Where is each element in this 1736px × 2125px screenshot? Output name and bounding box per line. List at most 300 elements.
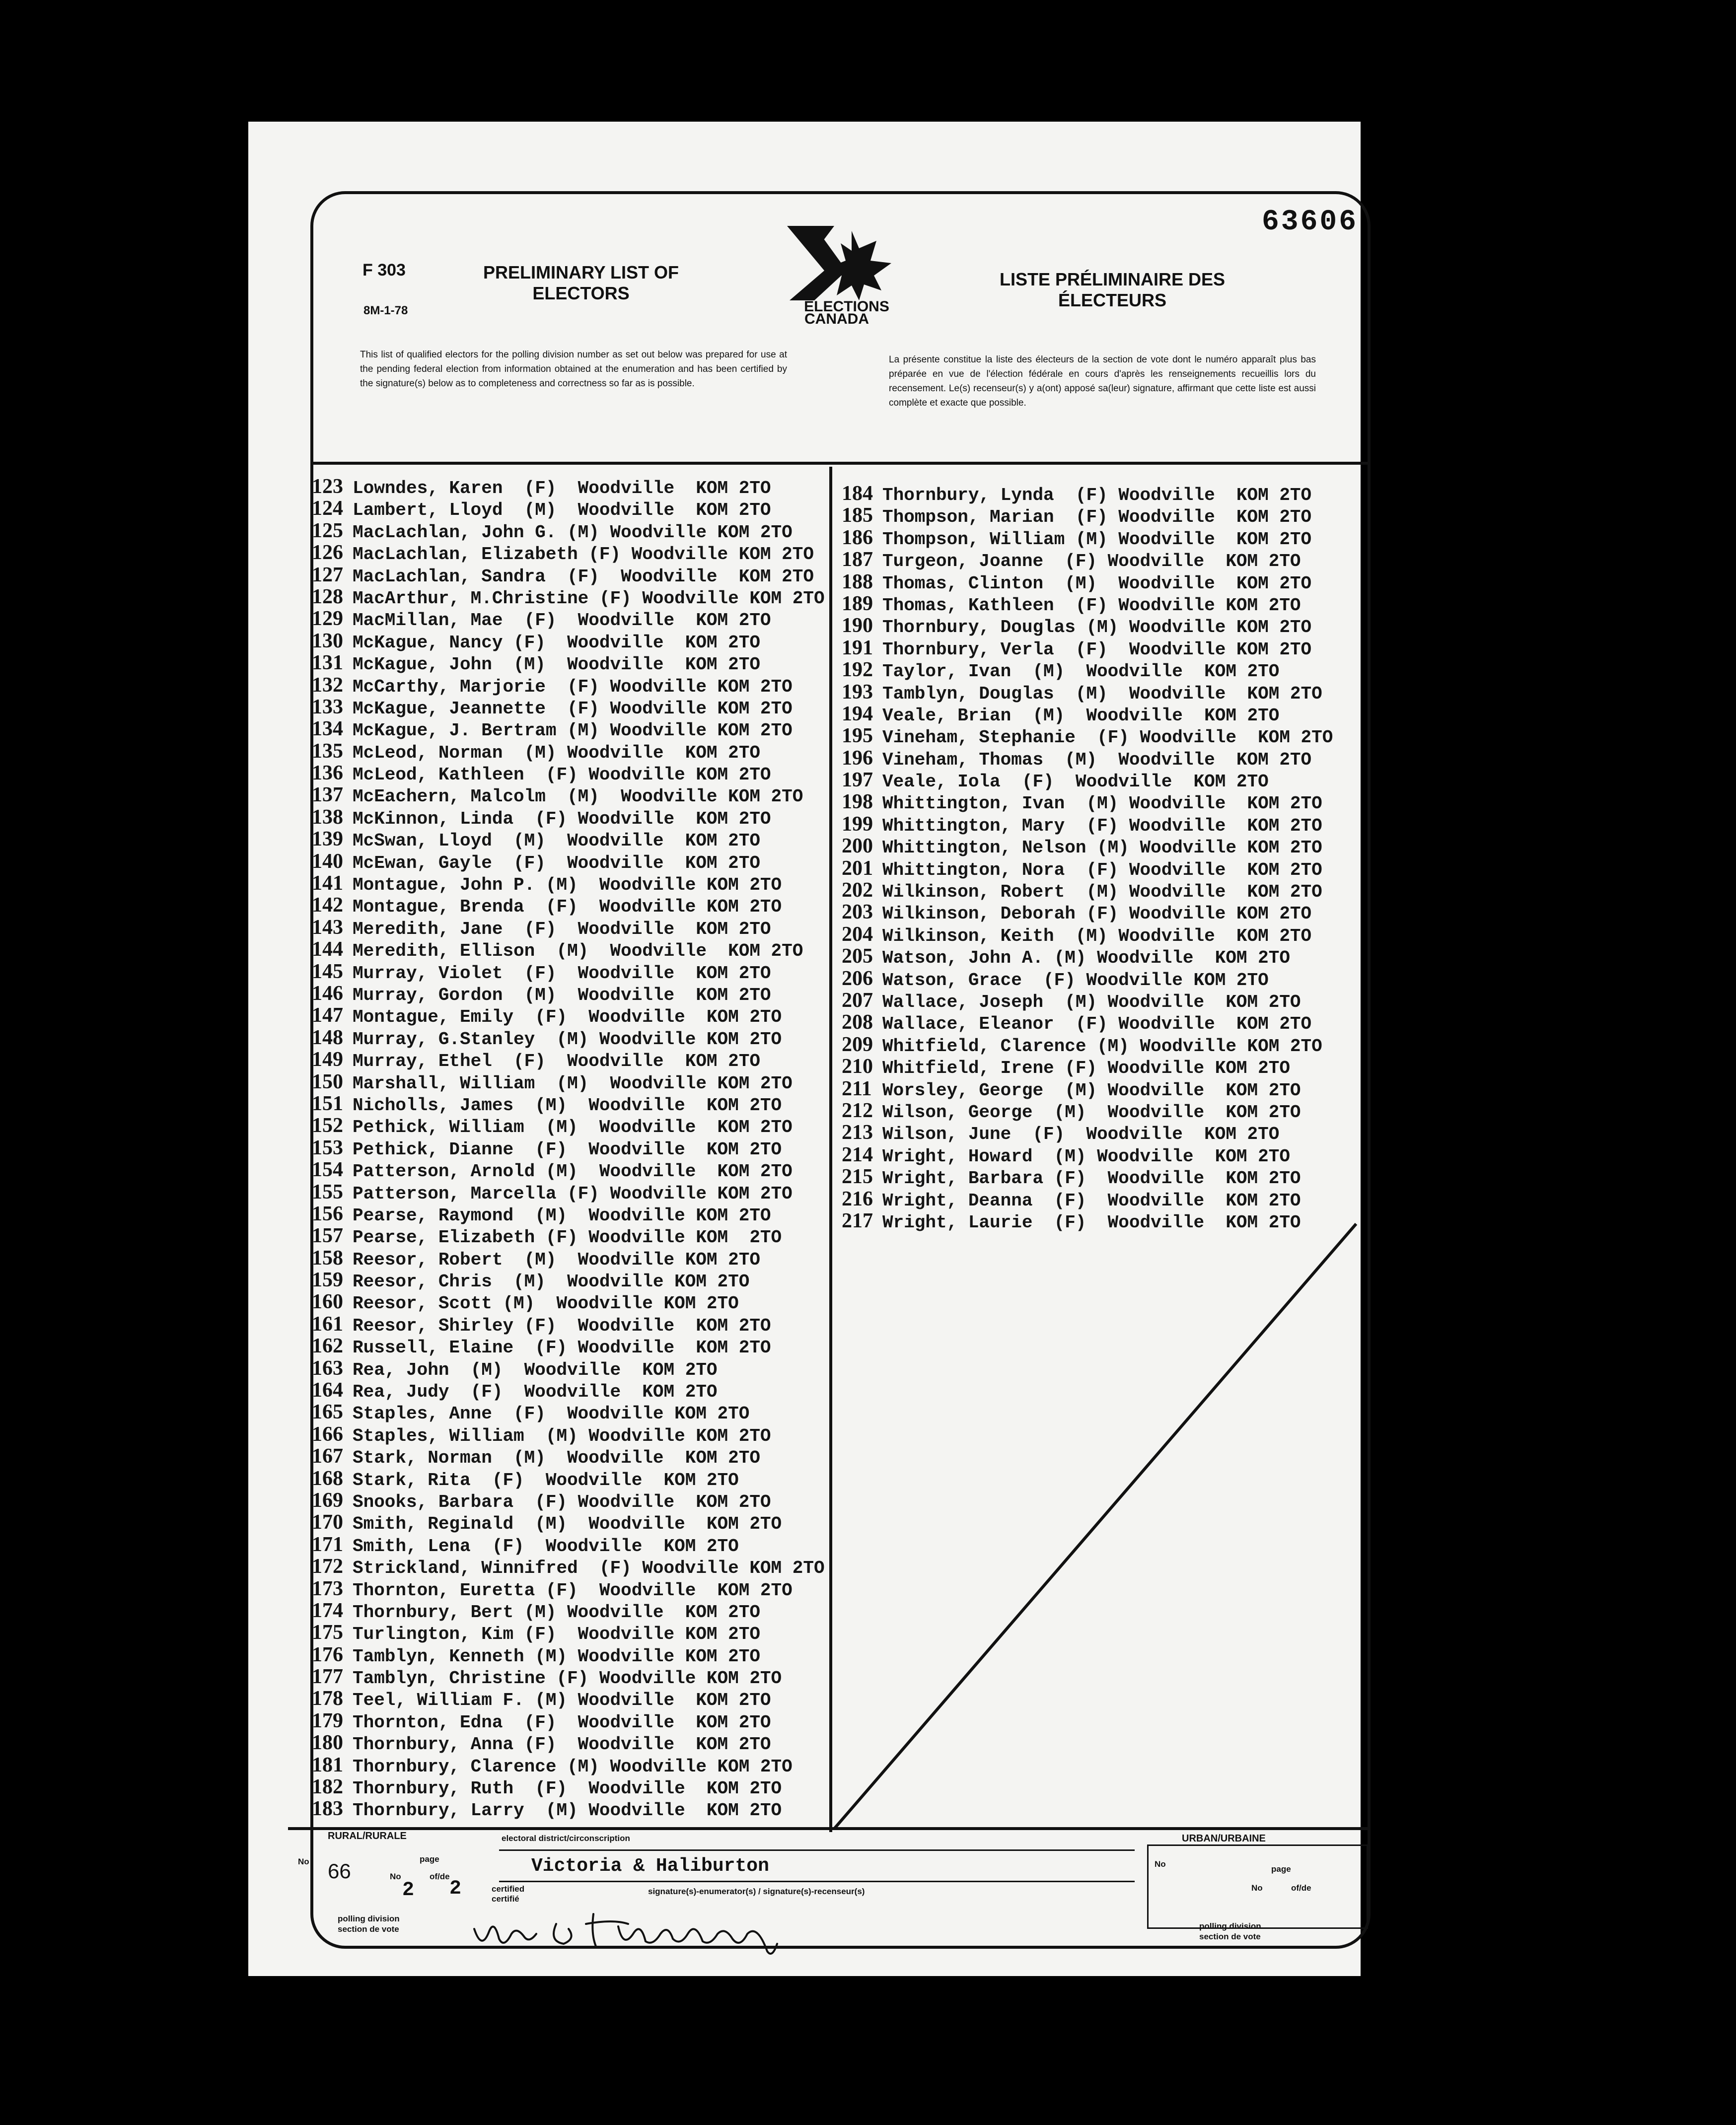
elector-number: 184 — [842, 482, 873, 505]
elector-entry: Wallace, Eleanor (F) Woodville KOM 2TO — [882, 1014, 1312, 1035]
intro-english: This list of qualified electors for the polling division number as set out below was prepared for use at the pending federal election from information obtained at the enumeration and has been certified by the signature(s) below as to completeness and correctness so far as is possible. — [360, 350, 787, 389]
elector-number: 187 — [842, 548, 873, 571]
elector-row — [312, 564, 825, 586]
elector-entry: Snooks, Barbara (F) Woodville KOM 2TO — [353, 1491, 771, 1512]
elector-row — [312, 586, 825, 608]
elector-row — [312, 652, 825, 674]
elector-row — [842, 747, 1333, 769]
elector-number: 168 — [312, 1467, 343, 1490]
elector-number: 198 — [842, 790, 873, 814]
elector-entry: Thornbury, Anna (F) Woodville KOM 2TO — [353, 1734, 771, 1755]
elector-entry: Wilkinson, Robert (M) Woodville KOM 2TO — [882, 882, 1322, 903]
elector-number: 211 — [842, 1077, 872, 1100]
form-code: F 303 — [362, 261, 406, 280]
elector-row — [312, 718, 825, 740]
elector-number: 213 — [842, 1121, 873, 1144]
elector-number: 164 — [312, 1379, 343, 1402]
page-label: page — [420, 1854, 439, 1864]
urban-of-label: of/de — [1291, 1883, 1311, 1893]
elector-row — [312, 1379, 825, 1401]
elector-number: 160 — [312, 1290, 343, 1314]
elector-entry: Patterson, Arnold (M) Woodville KOM 2TO — [353, 1161, 793, 1182]
elector-row — [312, 1511, 825, 1533]
elector-number: 188 — [842, 570, 873, 593]
elector-entry: Montague, Emily (F) Woodville KOM 2TO — [353, 1007, 782, 1028]
elector-number: 149 — [312, 1048, 343, 1071]
elector-number: 157 — [312, 1224, 343, 1248]
elector-number: 152 — [312, 1114, 343, 1137]
elector-entry: Lowndes, Karen (F) Woodville KOM 2TO — [353, 478, 771, 498]
elector-number: 172 — [312, 1555, 343, 1578]
elector-number: 208 — [842, 1011, 873, 1034]
header-divider — [313, 462, 1368, 465]
urban-polling-label-fr: section de vote — [1199, 1932, 1261, 1941]
logo-text-line2: CANADA — [804, 311, 869, 325]
elector-row — [312, 1578, 825, 1600]
elector-entry: Thornbury, Larry (M) Woodville KOM 2TO — [353, 1800, 782, 1821]
certifie-label: certifié — [492, 1894, 519, 1904]
elector-row — [312, 1622, 825, 1643]
elector-row — [312, 1445, 825, 1467]
elector-row — [312, 1534, 825, 1556]
elector-row — [312, 1291, 825, 1313]
elector-row — [312, 1004, 825, 1026]
title-english-line2: ELECTORS — [532, 283, 630, 303]
elector-entry: Murray, Ethel (F) Woodville KOM 2TO — [353, 1051, 760, 1072]
elector-row — [842, 1034, 1333, 1056]
elector-number: 169 — [312, 1488, 343, 1512]
elector-row — [312, 740, 825, 762]
elector-entry: McLeod, Kathleen (F) Woodville KOM 2TO — [353, 765, 771, 785]
elector-entry: Thompson, Marian (F) Woodville KOM 2TO — [882, 507, 1312, 528]
elector-row — [842, 813, 1333, 835]
signature-label: signature(s)-enumerator(s) / signature(s)-recenseur(s) — [648, 1887, 865, 1896]
elector-row — [842, 1188, 1333, 1210]
district-label: electoral district/circonscription — [502, 1834, 630, 1843]
elector-row — [312, 762, 825, 784]
elector-entry: Meredith, Ellison (M) Woodville KOM 2TO — [353, 941, 803, 962]
elector-entry: MacLachlan, John G. (M) Woodville KOM 2TO — [353, 522, 793, 543]
elector-number: 159 — [312, 1269, 343, 1292]
elector-number: 129 — [312, 607, 343, 631]
intro-french: La présente constitue la liste des électeurs de la section de vote dont le numéro apparaît plus bas préparée en vue de l'élection fédérale en cours d'après les renseignements recueillis lors du recensement. Le(s) recenseur(s) y a(ont) apposé sa(leur) signature, affirmant que cette liste est aussi complète et exacte que possible. — [889, 354, 1316, 408]
elector-entry: Stark, Norman (M) Woodville KOM 2TO — [353, 1448, 760, 1469]
elector-number: 195 — [842, 724, 873, 748]
elector-row — [312, 828, 825, 850]
elector-number: 131 — [312, 651, 343, 675]
elector-number: 155 — [312, 1180, 343, 1204]
signature-scribble-icon — [469, 1904, 827, 1959]
elector-number: 139 — [312, 828, 343, 851]
elector-number: 166 — [312, 1422, 343, 1446]
elector-row — [312, 1644, 825, 1666]
elector-entry: Whitfield, Clarence (M) Woodville KOM 2TO — [882, 1036, 1322, 1057]
elector-number: 203 — [842, 901, 873, 924]
elector-entry: Thompson, William (M) Woodville KOM 2TO — [882, 529, 1312, 550]
elector-number: 161 — [312, 1312, 343, 1336]
elector-number: 192 — [842, 658, 873, 682]
elector-number: 145 — [312, 960, 343, 983]
elector-row — [842, 483, 1333, 504]
elector-entry: Montague, John P. (M) Woodville KOM 2TO — [353, 875, 782, 896]
elector-entry: Vineham, Thomas (M) Woodville KOM 2TO — [882, 749, 1312, 770]
elector-row — [842, 681, 1333, 703]
elector-row — [842, 1166, 1333, 1188]
elector-number: 137 — [312, 783, 343, 807]
elector-number: 162 — [312, 1335, 343, 1358]
elector-number: 126 — [312, 541, 343, 565]
elector-number: 199 — [842, 812, 873, 836]
elector-row — [312, 1335, 825, 1357]
elector-row — [312, 1732, 825, 1754]
form-date: 8M-1-78 — [363, 304, 408, 317]
elector-number: 128 — [312, 585, 343, 608]
elector-number: 151 — [312, 1092, 343, 1115]
elector-row — [312, 1049, 825, 1070]
elector-entry: MacMillan, Mae (F) Woodville KOM 2TO — [353, 610, 771, 631]
elector-row — [312, 1798, 825, 1820]
elector-row — [312, 1137, 825, 1159]
elector-entry: Vineham, Stephanie (F) Woodville KOM 2TO — [882, 727, 1333, 748]
elector-entry: Smith, Reginald (M) Woodville KOM 2TO — [353, 1514, 782, 1535]
elector-row — [842, 593, 1333, 615]
elector-entry: Turlington, Kim (F) Woodville KOM 2TO — [353, 1624, 760, 1645]
polling-no-label: No — [298, 1857, 309, 1866]
elector-number: 175 — [312, 1621, 343, 1644]
elector-row — [842, 857, 1333, 879]
page-number: 2 — [402, 1879, 415, 1902]
elector-number: 132 — [312, 673, 343, 697]
elector-entry: McKague, J. Bertram (M) Woodville KOM 2TO — [353, 720, 793, 741]
elector-number: 216 — [842, 1187, 873, 1210]
elector-entry: McKague, John (M) Woodville KOM 2TO — [353, 654, 760, 675]
elector-entry: Reesor, Chris (M) Woodville KOM 2TO — [353, 1272, 750, 1292]
elector-row — [312, 1600, 825, 1622]
elector-entry: McSwan, Lloyd (M) Woodville KOM 2TO — [353, 831, 760, 851]
urban-label: URBAN/URBAINE — [1182, 1833, 1266, 1844]
elector-row — [312, 1556, 825, 1577]
elector-row — [842, 1122, 1333, 1143]
elector-number: 197 — [842, 769, 873, 792]
elector-number: 196 — [842, 746, 873, 770]
elector-number: 180 — [312, 1731, 343, 1755]
elector-number: 177 — [312, 1665, 343, 1689]
elector-entry: Reesor, Robert (M) Woodville KOM 2TO — [353, 1249, 760, 1270]
elector-row — [312, 1269, 825, 1291]
elector-row — [842, 901, 1333, 923]
elector-row — [312, 1313, 825, 1335]
elector-entry: Wilkinson, Keith (M) Woodville KOM 2TO — [882, 925, 1312, 946]
elector-entry: Pearse, Elizabeth (F) Woodville KOM 2TO — [353, 1227, 782, 1248]
elector-entry: Rea, Judy (F) Woodville KOM 2TO — [353, 1382, 718, 1403]
title-french — [958, 269, 1266, 311]
elector-entry: Whittington, Nelson (M) Woodville KOM 2TO — [882, 838, 1322, 858]
elector-row — [312, 806, 825, 828]
rural-label: RURAL/RURALE — [328, 1831, 407, 1842]
elector-number: 123 — [312, 475, 343, 498]
elector-row — [312, 938, 825, 960]
elector-row — [312, 1710, 825, 1732]
certified-label: certified — [492, 1884, 525, 1894]
elector-number: 202 — [842, 879, 873, 902]
elector-row — [312, 1225, 825, 1247]
elector-row — [842, 703, 1333, 725]
elector-number: 167 — [312, 1445, 343, 1468]
elector-entry: Strickland, Winnifred (F) Woodville KOM 2TO — [353, 1558, 825, 1579]
form-number: 63606 — [1261, 206, 1358, 238]
elector-number: 170 — [312, 1511, 343, 1534]
elector-number: 207 — [842, 989, 873, 1012]
elector-row — [312, 1027, 825, 1049]
elector-row — [312, 983, 825, 1004]
elector-entry: Staples, William (M) Woodville KOM 2TO — [353, 1425, 771, 1446]
elector-row — [312, 784, 825, 806]
title-french-line2: ÉLECTEURS — [1058, 290, 1167, 310]
elector-row — [842, 990, 1333, 1011]
elector-entry: Tamblyn, Douglas (M) Woodville KOM 2TO — [882, 683, 1322, 704]
elector-entry: Montague, Brenda (F) Woodville KOM 2TO — [353, 897, 782, 918]
elector-row — [312, 542, 825, 564]
elector-row — [312, 894, 825, 916]
elector-number: 185 — [842, 504, 873, 527]
elector-number: 173 — [312, 1577, 343, 1600]
elector-entry: Nicholls, James (M) Woodville KOM 2TO — [353, 1095, 782, 1116]
elector-entry: Turgeon, Joanne (F) Woodville KOM 2TO — [882, 551, 1301, 572]
elector-number: 194 — [842, 702, 873, 725]
elector-number: 179 — [312, 1709, 343, 1732]
elector-number: 200 — [842, 835, 873, 858]
elector-entry: Wright, Barbara (F) Woodville KOM 2TO — [882, 1168, 1301, 1189]
elector-entry: McKague, Nancy (F) Woodville KOM 2TO — [353, 632, 760, 653]
polling-division-label-fr: section de vote — [338, 1924, 399, 1934]
elector-entry: MacLachlan, Sandra (F) Woodville KOM 2TO — [353, 566, 814, 587]
elector-number: 144 — [312, 938, 343, 961]
elector-entry: Thornton, Euretta (F) Woodville KOM 2TO — [353, 1580, 793, 1601]
elector-number: 125 — [312, 519, 343, 542]
elector-row — [842, 659, 1333, 681]
elector-row — [842, 791, 1333, 813]
elector-entry: Watson, John A. (M) Woodville KOM 2TO — [882, 948, 1290, 969]
elector-entry: Taylor, Ivan (M) Woodville KOM 2TO — [882, 661, 1280, 682]
elector-row — [312, 1489, 825, 1511]
elector-entry: McEachern, Malcolm (M) Woodville KOM 2TO — [353, 786, 803, 807]
elector-entry: Thornbury, Lynda (F) Woodville KOM 2TO — [882, 485, 1312, 505]
elector-entry: Veale, Iola (F) Woodville KOM 2TO — [882, 772, 1269, 792]
elector-number: 182 — [312, 1775, 343, 1799]
elector-row — [312, 1181, 825, 1203]
elector-entry: Wilson, George (M) Woodville KOM 2TO — [882, 1102, 1301, 1123]
elector-entry: Thornbury, Clarence (M) Woodville KOM 2TO — [353, 1756, 793, 1777]
elector-entry: McLeod, Norman (M) Woodville KOM 2TO — [353, 742, 760, 763]
elector-row — [842, 527, 1333, 549]
elector-entry: Teel, William F. (M) Woodville KOM 2TO — [353, 1690, 771, 1711]
elector-number: 174 — [312, 1599, 343, 1622]
elector-row — [312, 1115, 825, 1136]
elector-number: 165 — [312, 1401, 343, 1424]
elector-entry: Wilkinson, Deborah (F) Woodville KOM 2TO — [882, 904, 1312, 924]
elector-row — [842, 504, 1333, 526]
elector-row — [842, 1078, 1333, 1100]
elector-entry: Watson, Grace (F) Woodville KOM 2TO — [882, 970, 1269, 991]
elector-number: 215 — [842, 1165, 873, 1189]
elector-number: 163 — [312, 1356, 343, 1380]
maple-x-logo-icon — [777, 221, 916, 325]
elector-number: 143 — [312, 916, 343, 939]
elector-entry: MacArthur, M.Christine (F) Woodville KOM 2TO — [353, 588, 825, 609]
elector-entry: McCarthy, Marjorie (F) Woodville KOM 2TO — [353, 676, 793, 697]
elector-entry: Stark, Rita (F) Woodville KOM 2TO — [353, 1470, 739, 1490]
elector-row — [842, 835, 1333, 857]
elector-number: 204 — [842, 922, 873, 946]
elector-number: 183 — [312, 1797, 343, 1821]
elector-number: 212 — [842, 1099, 873, 1122]
elector-row — [312, 696, 825, 718]
elector-row — [842, 637, 1333, 659]
elector-entry: Thomas, Clinton (M) Woodville KOM 2TO — [882, 573, 1312, 594]
page-no-label: No — [390, 1872, 401, 1881]
elector-row — [842, 615, 1333, 637]
elector-entry: Whittington, Ivan (M) Woodville KOM 2TO — [882, 793, 1322, 814]
elector-row — [312, 1666, 825, 1688]
elector-number: 127 — [312, 563, 343, 586]
elector-row — [312, 917, 825, 938]
elector-entry: Thornbury, Verla (F) Woodville KOM 2TO — [882, 639, 1312, 660]
elector-number: 193 — [842, 680, 873, 704]
title-french-line1: LISTE PRÉLIMINAIRE DES — [999, 269, 1226, 289]
elector-number: 214 — [842, 1143, 873, 1166]
elector-number: 130 — [312, 629, 343, 652]
elector-entry: Lambert, Lloyd (M) Woodville KOM 2TO — [353, 500, 771, 521]
elector-row — [842, 968, 1333, 990]
elector-row — [312, 1754, 825, 1776]
elections-canada-logo — [777, 221, 916, 325]
page-total: 2 — [449, 1878, 462, 1900]
elector-row — [842, 1056, 1333, 1077]
elector-number: 181 — [312, 1753, 343, 1776]
elector-number: 217 — [842, 1209, 873, 1232]
elector-number: 141 — [312, 872, 343, 895]
elector-entry: Whittington, Nora (F) Woodville KOM 2TO — [882, 859, 1322, 880]
elector-row — [842, 725, 1333, 747]
elector-row — [312, 1688, 825, 1709]
elector-row — [842, 769, 1333, 791]
elector-entry: Pethick, Dianne (F) Woodville KOM 2TO — [353, 1139, 782, 1160]
elector-entry: Patterson, Marcella (F) Woodville KOM 2TO — [353, 1183, 793, 1204]
elector-row — [312, 1071, 825, 1093]
elector-row — [312, 961, 825, 983]
elector-number: 206 — [842, 967, 873, 990]
elector-entry: Pethick, William (M) Woodville KOM 2TO — [353, 1117, 793, 1138]
elector-row — [312, 1423, 825, 1445]
urban-page-label: page — [1271, 1864, 1291, 1874]
elector-number: 176 — [312, 1643, 343, 1666]
elector-entry: Whitfield, Irene (F) Woodville KOM 2TO — [882, 1058, 1290, 1079]
elector-row — [312, 1093, 825, 1115]
elector-entry: Whittington, Mary (F) Woodville KOM 2TO — [882, 815, 1322, 836]
elector-row — [312, 1159, 825, 1181]
urban-no2-label: No — [1251, 1883, 1263, 1893]
elector-number: 201 — [842, 856, 873, 880]
elector-row — [842, 923, 1333, 945]
elector-entry: McKinnon, Linda (F) Woodville KOM 2TO — [353, 808, 771, 829]
elector-number: 191 — [842, 636, 873, 659]
elector-entry: Worsley, George (M) Woodville KOM 2TO — [882, 1080, 1301, 1101]
elector-entry: Wright, Deanna (F) Woodville KOM 2TO — [882, 1190, 1301, 1211]
elector-entry: Tamblyn, Christine (F) Woodville KOM 2TO — [353, 1668, 782, 1689]
elector-number: 178 — [312, 1687, 343, 1710]
title-english — [457, 262, 705, 304]
elector-number: 146 — [312, 982, 343, 1005]
elector-number: 190 — [842, 614, 873, 638]
urban-no-label: No — [1155, 1859, 1166, 1869]
elector-number: 150 — [312, 1070, 343, 1093]
elector-entry: Wilson, June (F) Woodville KOM 2TO — [882, 1124, 1280, 1145]
elector-row — [842, 879, 1333, 901]
elector-row — [312, 1203, 825, 1225]
elector-row — [312, 1247, 825, 1269]
elector-entry: Thornbury, Ruth (F) Woodville KOM 2TO — [353, 1778, 782, 1799]
elector-number: 189 — [842, 592, 873, 615]
polling-division-label-en: polling division — [338, 1914, 400, 1923]
elector-entry: Thornton, Edna (F) Woodville KOM 2TO — [353, 1712, 771, 1733]
elector-entry: Murray, Gordon (M) Woodville KOM 2TO — [353, 985, 771, 1005]
logo-text-line1: ELECTIONS — [804, 298, 889, 315]
electors-list-left — [312, 476, 825, 1820]
elector-row — [312, 674, 825, 696]
elector-number: 171 — [312, 1533, 343, 1556]
elector-number: 158 — [312, 1246, 343, 1270]
elector-number: 124 — [312, 497, 343, 520]
elector-entry: Marshall, William (M) Woodville KOM 2TO — [353, 1073, 793, 1094]
enumerator-signature — [469, 1904, 827, 1959]
page-of-label: of/de — [430, 1872, 450, 1881]
elector-entry: Reesor, Shirley (F) Woodville KOM 2TO — [353, 1315, 771, 1336]
elector-number: 135 — [312, 739, 343, 763]
elector-row — [312, 520, 825, 542]
elector-number: 210 — [842, 1055, 873, 1078]
elector-row — [312, 630, 825, 652]
elector-entry: Rea, John (M) Woodville KOM 2TO — [353, 1359, 718, 1380]
elector-row — [312, 850, 825, 872]
title-english-line1: PRELIMINARY LIST OF — [483, 262, 679, 283]
elector-number: 142 — [312, 894, 343, 917]
elector-entry: Thornbury, Douglas (M) Woodville KOM 2TO — [882, 617, 1312, 638]
elector-row — [312, 608, 825, 630]
elector-row — [842, 571, 1333, 593]
elector-number: 154 — [312, 1158, 343, 1182]
elector-number: 138 — [312, 805, 343, 829]
elector-row — [312, 1776, 825, 1798]
elector-entry: Thornbury, Bert (M) Woodville KOM 2TO — [353, 1602, 760, 1623]
elector-entry: Staples, Anne (F) Woodville KOM 2TO — [353, 1404, 750, 1424]
elector-entry: Tamblyn, Kenneth (M) Woodville KOM 2TO — [353, 1646, 760, 1667]
elector-number: 134 — [312, 717, 343, 741]
elector-row — [312, 1357, 825, 1379]
elector-entry: Reesor, Scott (M) Woodville KOM 2TO — [353, 1293, 739, 1314]
elector-number: 148 — [312, 1026, 343, 1049]
elector-number: 153 — [312, 1136, 343, 1159]
elector-number: 136 — [312, 762, 343, 785]
elector-number: 147 — [312, 1004, 343, 1027]
elector-entry: Murray, Violet (F) Woodville KOM 2TO — [353, 963, 771, 984]
elector-entry: Wright, Howard (M) Woodville KOM 2TO — [882, 1146, 1290, 1167]
elector-number: 209 — [842, 1033, 873, 1056]
elector-entry: Wallace, Joseph (M) Woodville KOM 2TO — [882, 992, 1301, 1012]
urban-polling-label-en: polling division — [1199, 1921, 1261, 1931]
elector-entry: Wright, Laurie (F) Woodville KOM 2TO — [882, 1212, 1301, 1233]
elector-row — [312, 1401, 825, 1423]
elector-entry: Pearse, Raymond (M) Woodville KOM 2TO — [353, 1205, 771, 1226]
